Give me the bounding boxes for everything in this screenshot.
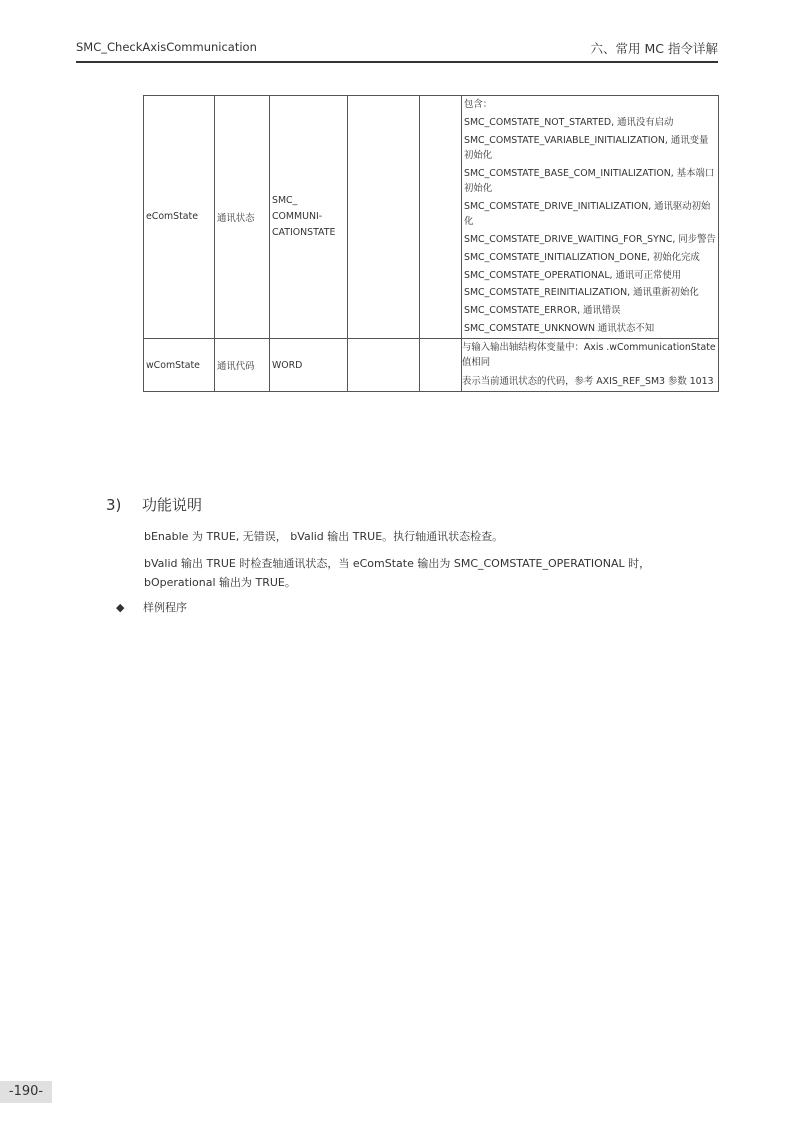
description-line: SMC_COMSTATE_UNKNOWN 通讯状态不知	[464, 323, 655, 335]
param-type-cell: WORD	[270, 338, 348, 392]
description-line: SMC_COMSTATE_DRIVE_INITIALIZATION, 通讯驱动初始化	[464, 200, 711, 227]
bullet-item	[116, 599, 187, 615]
param-label-cell: 通讯状态	[215, 96, 270, 339]
param-name-cell: eComState	[144, 96, 215, 339]
description-line: SMC_COMSTATE_NOT_STARTED, 通讯没有启动	[464, 116, 674, 128]
description-line: SMC_COMSTATE_BASE_COM_INITIALIZATION, 基本端口初始化	[464, 167, 715, 194]
section-title: 功能说明	[142, 496, 203, 514]
description-line: 与输入输出轴结构体变量中：Axis .wCommunicationState 值相同	[462, 341, 716, 369]
description-line: SMC_COMSTATE_DRIVE_WAITING_FOR_SYNC, 同步警告	[464, 233, 716, 245]
header-chapter-title: 六、常用 MC 指令详解	[590, 41, 718, 56]
diamond-bullet-icon: ◆	[116, 601, 125, 614]
param-name-cell: wComState	[144, 338, 215, 392]
description-line: SMC_COMSTATE_INITIALIZATION_DONE, 初始化完成	[464, 251, 700, 263]
description-line: SMC_COMSTATE_VARIABLE_INITIALIZATION, 通讯变量初始化	[464, 134, 709, 161]
section-number: 3)	[106, 496, 122, 514]
function-paragraph-1: bEnable 为 TRUE, 无错误， bValid 输出 TRUE。执行轴通讯状态检查。	[144, 530, 504, 543]
description-line: 表示当前通讯状态的代码，参考 AXIS_REF_SM3 参数 1013	[462, 375, 714, 387]
header-divider	[76, 61, 718, 63]
type-line: SMC_	[272, 194, 298, 206]
param-description-cell	[462, 338, 719, 392]
header-doc-title: SMC_CheckAxisCommunication	[76, 40, 257, 54]
table-row	[144, 338, 719, 392]
description-line: SMC_COMSTATE_OPERATIONAL, 通讯可正常使用	[464, 269, 682, 281]
param-col5-cell	[420, 96, 462, 339]
page-number: -190-	[0, 1081, 52, 1103]
param-col4-cell	[348, 96, 420, 339]
description-line: SMC_COMSTATE_REINITIALIZATION, 通讯重新初始化	[464, 287, 699, 299]
section-heading	[106, 494, 202, 515]
table-row	[144, 96, 719, 339]
description-line: SMC_COMSTATE_ERROR, 通讯错误	[464, 305, 621, 317]
param-description-cell	[462, 96, 719, 339]
param-col4-cell	[348, 338, 420, 392]
param-label-cell: 通讯代码	[215, 338, 270, 392]
output-parameter-table	[143, 95, 719, 392]
description-line: 包含：	[464, 99, 493, 110]
param-type-cell	[270, 96, 348, 339]
param-col5-cell	[420, 338, 462, 392]
type-line: CATIONSTATE	[272, 226, 336, 238]
type-line: COMMUNI-	[272, 210, 323, 222]
bullet-text: 样例程序	[143, 601, 187, 614]
function-paragraph-2: bValid 输出 TRUE 时检查轴通讯状态，当 eComState 输出为 SMC_COMSTATE_OPERATIONAL 时，bOperational 输出为 TRUE。	[144, 557, 651, 589]
